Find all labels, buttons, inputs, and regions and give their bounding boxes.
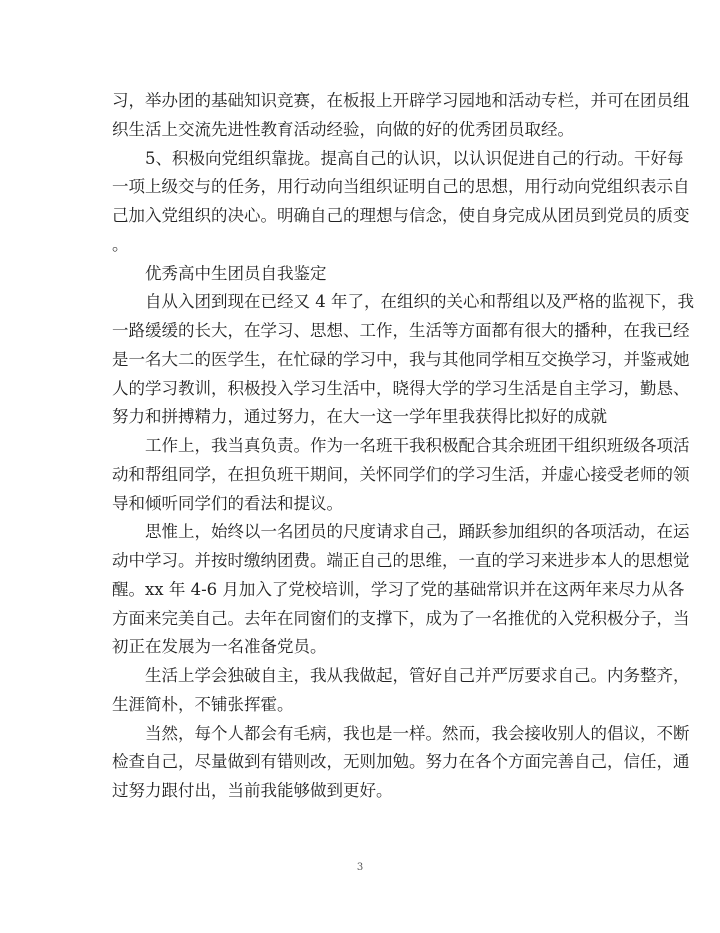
paragraph <box>112 288 694 432</box>
paragraph <box>112 720 690 806</box>
paragraph <box>112 87 690 145</box>
text-line: 是一名大二的医学生，在忙碌的学习中，我与其他同学相互交换学习，并鉴戒她 <box>112 349 690 369</box>
text-line: 一项上级交与的任务，用行动向当组织证明自己的思想，用行动向党组织表示自 <box>112 177 690 197</box>
text-line: 努力和拼搏精力，通过努力，在大一这一学年里我获得比拟好的成就 <box>112 407 607 427</box>
text-line: 一路缓缓的长大，在学习、思想、工作，生活等方面都有很大的播种，在我已经 <box>112 321 690 340</box>
text-line: 动中学习。并按时缴纳团费。端正自己的思维，一直的学习来进步本人的思想觉 <box>112 551 690 570</box>
text-line: 导和倾听同学们的看法和提议。 <box>112 493 343 513</box>
text-line: 己加入党组织的决心。明确自己的理想与信念，使自身完成从团员到党员的质变 <box>112 206 690 225</box>
paragraph <box>112 145 690 260</box>
text-line: 优秀高中生团员自我鉴定 <box>145 263 327 283</box>
text-line: 当然，每个人都会有毛病，我也是一样。然而，我会接收别人的倡议，不断 <box>145 723 690 743</box>
text-line: 过努力跟付出，当前我能够做到更好。 <box>112 781 393 800</box>
paragraph <box>112 662 690 720</box>
text-line: 思惟上，始终以一名团员的尺度请求自己，踊跃参加组织的各项活动，在运 <box>145 522 690 542</box>
page-number: 3 <box>356 862 364 873</box>
text-line: 生涯简朴，不铺张挥霍。 <box>112 694 294 714</box>
document-body <box>112 87 694 806</box>
paragraph <box>112 432 690 518</box>
text-line: 。 <box>112 234 129 254</box>
text-line: 织生活上交流先进性教育活动经验，向做的好的优秀团员取经。 <box>112 119 574 139</box>
text-line: 方面来完美自己。去年在同窗们的支撑下，成为了一名推优的入党积极分子，当 <box>112 608 690 628</box>
text-line: 人的学习教训，积极投入学习生活中，晓得大学的学习生活是自主学习，勤恳、 <box>112 378 690 398</box>
text-line: 检查自己，尽量做到有错则改，无则加勉。努力在各个方面完善自己，信任，通 <box>112 752 690 772</box>
paragraph <box>112 518 690 662</box>
text-line: 醒。xx 年 4-6 月加入了党校培训，学习了党的基础常识并在这两年来尽力从各 <box>112 579 685 599</box>
text-line: 生活上学会独破自主，我从我做起，管好自己并严厉要求自己。内务整齐， <box>145 666 690 685</box>
text-line: 动和帮组同学，在担负班干期间，关怀同学们的学习生活，并虚心接受老师的领 <box>112 464 690 484</box>
text-line: 工作上，我当真负责。作为一名班干我积极配合其余班团干组织班级各项活 <box>145 436 690 455</box>
text-line: 自从入团到现在已经又 4 年了，在组织的关心和帮组以及严格的监视下，我 <box>145 292 694 312</box>
text-line: 初正在发展为一名准备党员。 <box>112 637 327 657</box>
text-line: 5、积极向党组织靠拢。提高自己的认识，以认识促进自己的行动。干好每 <box>145 148 684 168</box>
text-line: 习，举办团的基础知识竞赛，在板报上开辟学习园地和活动专栏，并可在团员组 <box>112 91 690 110</box>
section-title <box>112 260 609 289</box>
